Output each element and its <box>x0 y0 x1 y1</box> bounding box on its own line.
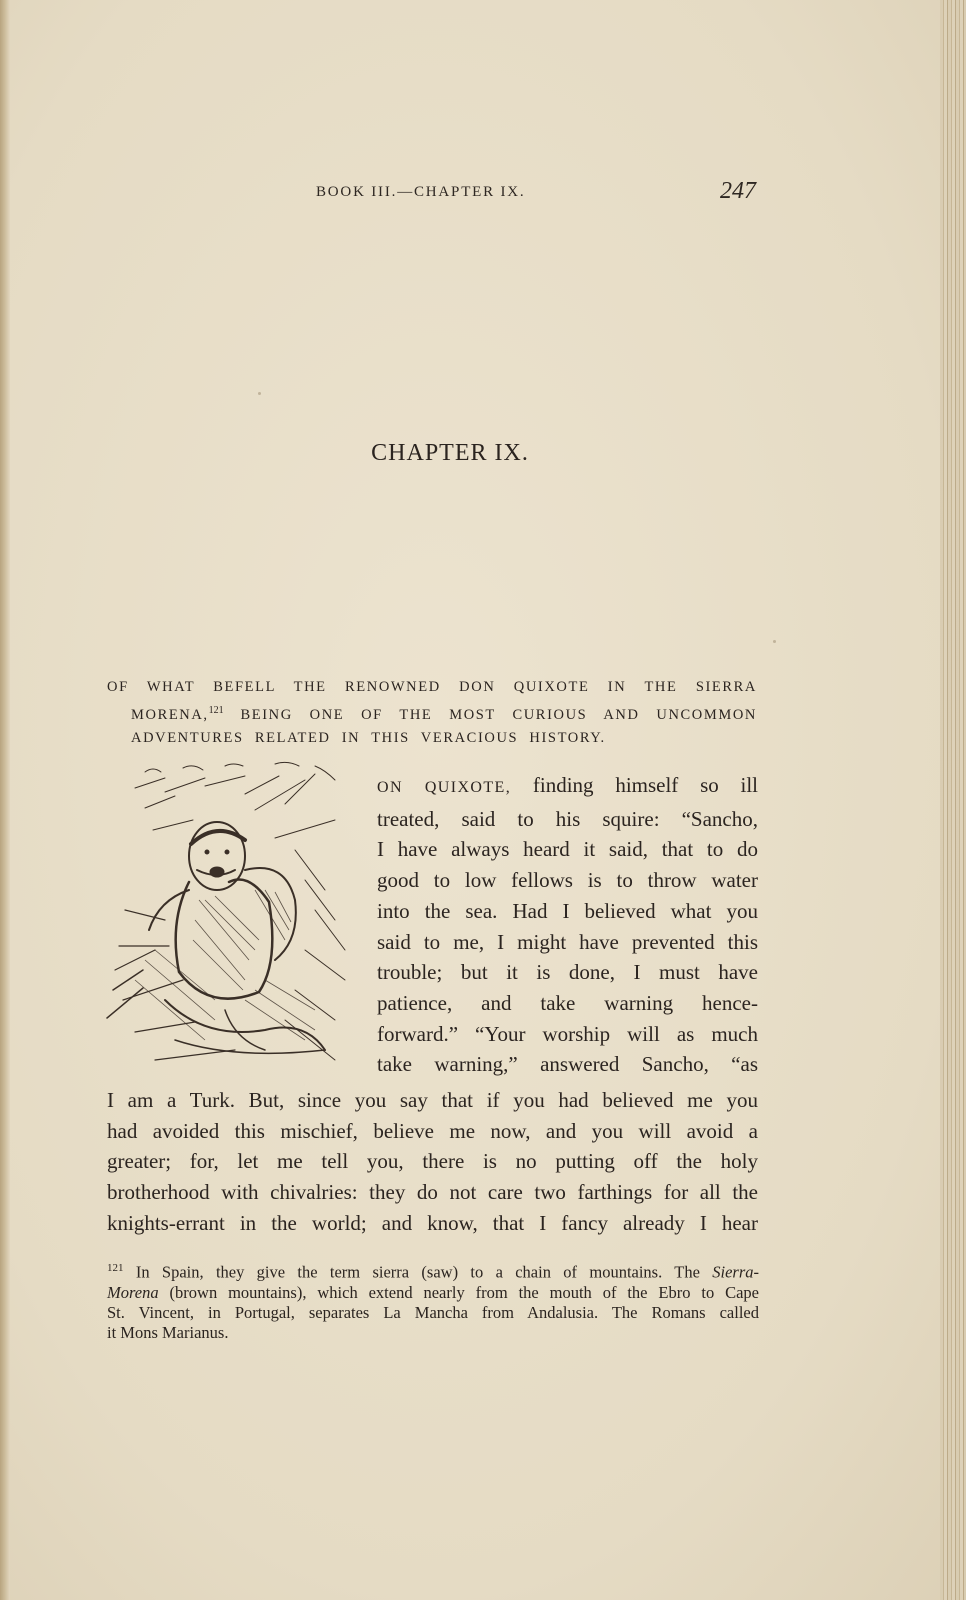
body-line: had avoided this mischief, believe me now, and you will avoid a <box>107 1118 758 1143</box>
summary-text: BEING ONE OF THE MOST CURIOUS AND UNCOMMON <box>240 706 757 723</box>
summary-text: MORENA, <box>131 706 209 723</box>
footnote-text: (brown mountains), which extend nearly from the mouth of the Ebro to Cape <box>169 1282 759 1302</box>
engraving-man-in-bramble-icon <box>105 760 365 1080</box>
paper-speck <box>258 392 261 395</box>
footnote <box>107 1258 759 1343</box>
body-line: trouble; but it is done, I must have <box>377 960 758 985</box>
body-line: patience, and take warning hence- <box>377 990 758 1015</box>
footnote-italic: Morena <box>107 1282 159 1302</box>
body-text: finding himself so ill <box>532 773 759 797</box>
footnote-reference[interactable]: 121 <box>208 705 224 716</box>
footnote-number: 121 <box>107 1262 124 1274</box>
footnote-line <box>107 1283 759 1303</box>
body-line: knights-errant in the world; and know, that I fancy already I hear <box>107 1210 758 1235</box>
body-text-full-width <box>107 1085 758 1239</box>
paper-speck <box>773 640 776 643</box>
body-line: greater; for, let me tell you, there is no putting off the holy <box>107 1149 758 1174</box>
running-head <box>300 180 760 210</box>
body-line: said to me, I might have prevented this <box>377 929 758 954</box>
body-line <box>377 770 758 804</box>
footnote-text: In Spain, they give the term sierra (saw) to a chain of mountains. The <box>135 1262 700 1282</box>
chapter-heading: CHAPTER IX. <box>371 440 529 466</box>
page-gutter-edge <box>0 0 10 1600</box>
page-number: 247 <box>720 178 756 204</box>
body-line: forward.” “Your worship will as much <box>377 1021 758 1046</box>
running-head-title: BOOK III.—CHAPTER IX. <box>316 184 526 200</box>
summary-line: OF WHAT BEFELL THE RENOWNED DON QUIXOTE IN THE SIERRA <box>107 679 757 695</box>
body-line: brotherhood with chivalries: they do not care two farthings for all the <box>107 1180 758 1205</box>
summary-line <box>107 699 757 727</box>
body-line: I am a Turk. But, since you say that if you had believed me you <box>107 1088 758 1112</box>
chapter-summary <box>107 676 757 750</box>
summary-line: ADVENTURES RELATED IN THIS VERACIOUS HISTORY. <box>131 729 606 746</box>
page-fore-edge <box>940 0 966 1600</box>
footnote-line <box>107 1258 759 1283</box>
body-line: into the sea. Had I believed what you <box>377 898 758 923</box>
body-text-beside-illustration <box>377 770 758 1080</box>
body-line: treated, said to his squire: “Sancho, <box>377 806 758 831</box>
footnote-line: St. Vincent, in Portugal, separates La Mancha from Andalusia. The Romans called <box>107 1302 759 1322</box>
footnote-italic: Sierra- <box>712 1262 759 1282</box>
body-line: good to low fellows is to throw water <box>377 868 758 893</box>
body-line: take warning,” answered Sancho, “as <box>377 1052 758 1077</box>
footnote-line: it Mons Marianus. <box>107 1322 229 1342</box>
small-caps-opening: ON QUIXOTE, <box>377 779 512 796</box>
body-line: I have always heard it said, that to do <box>377 837 758 862</box>
